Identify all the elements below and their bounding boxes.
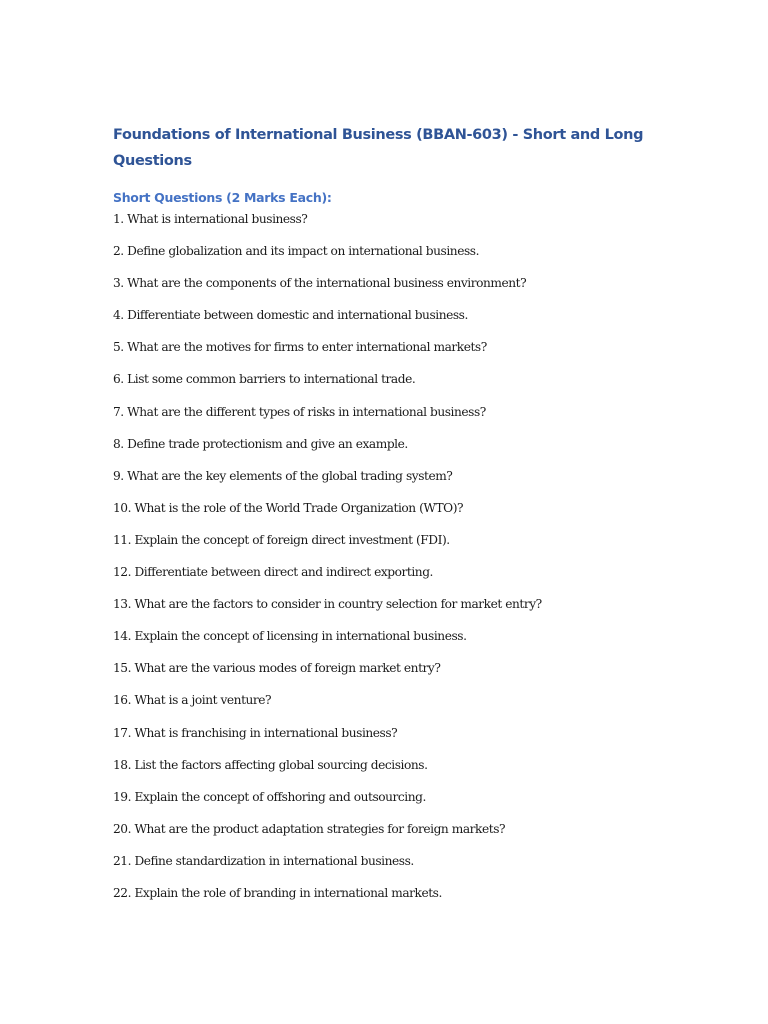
question-item: 2. Define globalization and its impact on international business. [113, 244, 479, 259]
question-item: 8. Define trade protectionism and give an example. [113, 436, 408, 451]
question-item: 10. What is the role of the World Trade Organization (WTO)? [113, 500, 464, 515]
question-item: 4. Differentiate between domestic and international business. [113, 308, 468, 323]
document-title: Foundations of International Business (BBAN-603) - Short and Long Questions [113, 127, 644, 169]
question-item: 7. What are the different types of risks in international business? [113, 404, 486, 419]
question-item: 9. What are the key elements of the global trading system? [113, 468, 453, 483]
question-item: 3. What are the components of the international business environment? [113, 276, 527, 291]
question-item: 11. Explain the concept of foreign direct investment (FDI). [113, 532, 450, 547]
question-item: 5. What are the motives for firms to enter international markets? [113, 340, 487, 355]
question-item: 1. What is international business? [113, 212, 308, 226]
question-item: 20. What are the product adaptation strategies for foreign markets? [113, 821, 506, 836]
question-item: 15. What are the various modes of foreign market entry? [113, 661, 441, 676]
question-item: 17. What is franchising in international business? [113, 725, 398, 740]
question-item: 22. Explain the role of branding in international markets. [113, 885, 442, 900]
question-item: 14. Explain the concept of licensing in international business. [113, 629, 467, 644]
question-item: 19. Explain the concept of offshoring and outsourcing. [113, 789, 426, 804]
question-item: 13. What are the factors to consider in country selection for market entry? [113, 597, 542, 612]
document-page [113, 122, 673, 914]
question-item: 18. List the factors affecting global sourcing decisions. [113, 757, 428, 772]
question-item: 16. What is a joint venture? [113, 693, 272, 708]
section-heading-short-questions: Short Questions (2 Marks Each): [113, 190, 332, 205]
question-item: 12. Differentiate between direct and indirect exporting. [113, 565, 433, 580]
question-list [113, 208, 673, 914]
question-item: 21. Define standardization in international business. [113, 853, 414, 868]
question-item: 6. List some common barriers to international trade. [113, 372, 416, 387]
